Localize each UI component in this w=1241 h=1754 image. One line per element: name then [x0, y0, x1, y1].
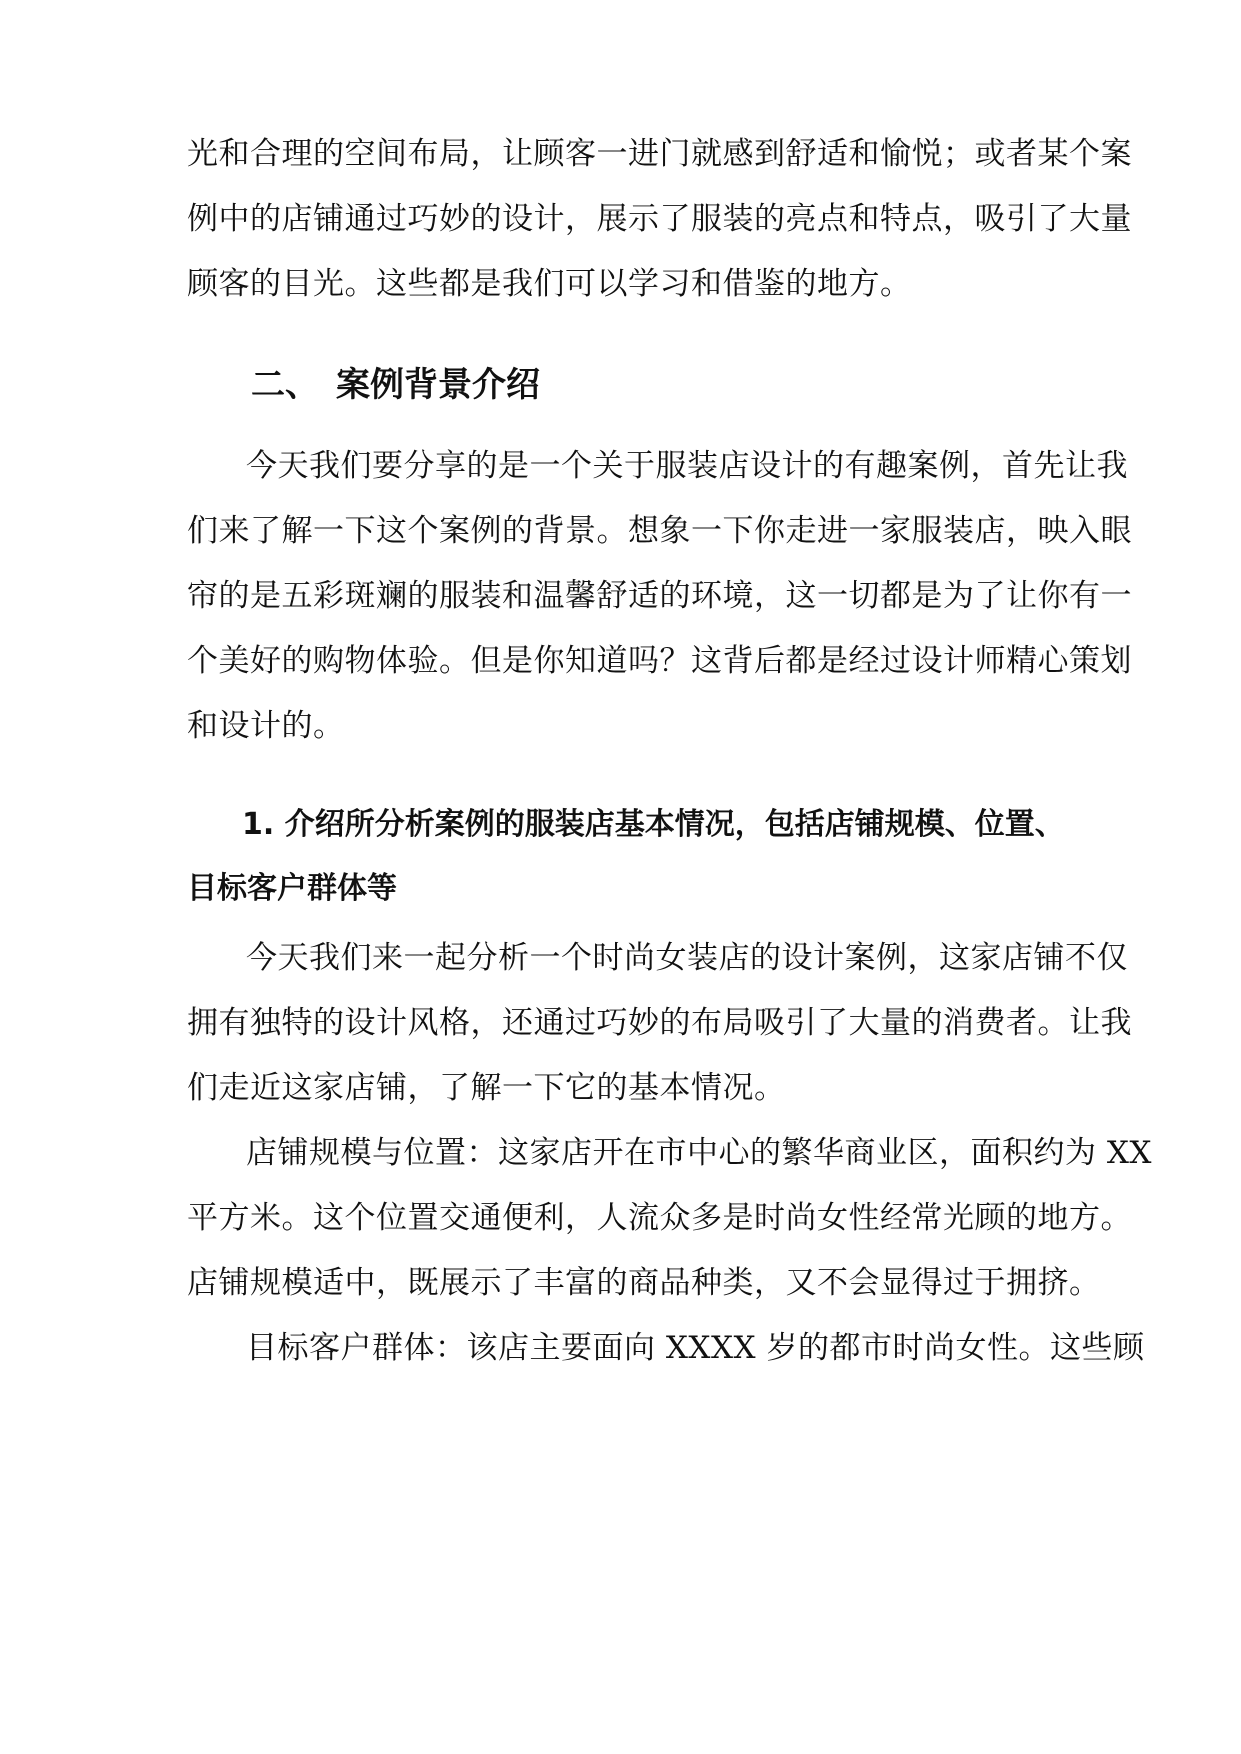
- section-heading: [251, 363, 540, 407]
- paragraph-line: 店铺规模与位置：这家店开在市中心的繁华商业区，面积约为 XX: [246, 1135, 1152, 1171]
- subheading-line: 目标客户群体等: [187, 871, 397, 906]
- paragraph-line: 个美好的购物体验。但是你知道吗？这背后都是经过设计师精心策划: [187, 643, 1132, 679]
- paragraph-line: 们来了解一下这个案例的背景。想象一下你走进一家服装店，映入眼: [187, 513, 1132, 549]
- section-number: 二、: [251, 365, 319, 405]
- paragraph-line: 们走近这家店铺，了解一下它的基本情况。: [187, 1070, 786, 1106]
- paragraph-line: 和设计的。: [187, 708, 345, 744]
- paragraph-line: 平方米。这个位置交通便利，人流众多是时尚女性经常光顾的地方。: [187, 1200, 1132, 1236]
- paragraph-line: 例中的店铺通过巧妙的设计，展示了服装的亮点和特点，吸引了大量: [187, 201, 1132, 237]
- paragraph-line: 今天我们来一起分析一个时尚女装店的设计案例，这家店铺不仅: [246, 940, 1128, 976]
- paragraph-line: 顾客的目光。这些都是我们可以学习和借鉴的地方。: [187, 266, 912, 302]
- paragraph-line: 店铺规模适中，既展示了丰富的商品种类，又不会显得过于拥挤。: [187, 1265, 1101, 1301]
- subheading-line: 1. 介绍所分析案例的服装店基本情况，包括店铺规模、位置、: [242, 807, 1065, 842]
- paragraph-line: 目标客户群体：该店主要面向 XXXX 岁的都市时尚女性。这些顾: [246, 1330, 1145, 1366]
- section-title: 案例背景介绍: [336, 365, 540, 405]
- paragraph-line: 拥有独特的设计风格，还通过巧妙的布局吸引了大量的消费者。让我: [187, 1005, 1132, 1041]
- paragraph-line: 今天我们要分享的是一个关于服装店设计的有趣案例，首先让我: [246, 448, 1128, 484]
- paragraph-line: 光和合理的空间布局，让顾客一进门就感到舒适和愉悦；或者某个案: [187, 136, 1132, 172]
- paragraph-line: 帘的是五彩斑斓的服装和温馨舒适的环境，这一切都是为了让你有一: [187, 578, 1132, 614]
